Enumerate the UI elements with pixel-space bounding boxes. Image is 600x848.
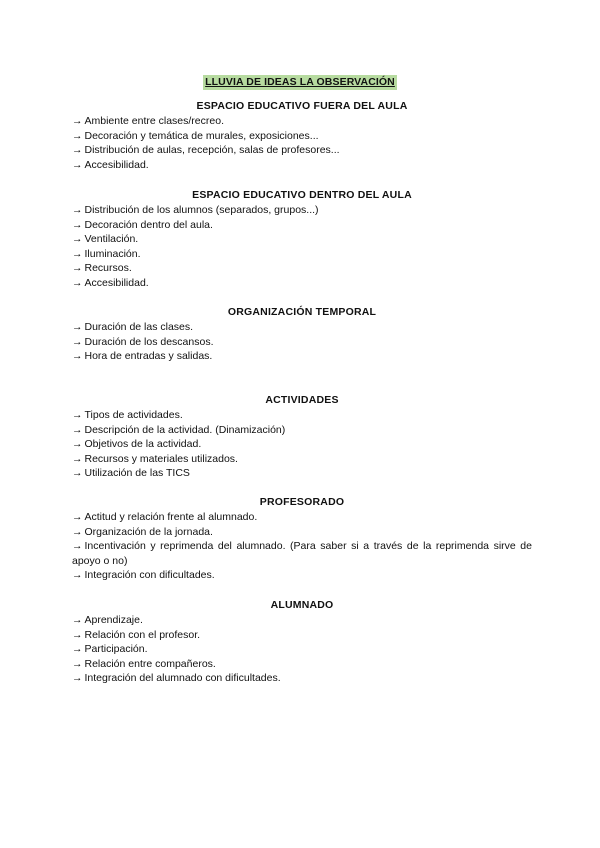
item-text: Decoración dentro del aula. <box>84 218 213 231</box>
arrow-right-icon: → <box>72 438 83 451</box>
arrow-right-icon: → <box>72 643 83 656</box>
section-organizacion-temporal <box>72 305 532 364</box>
list-item <box>72 218 532 233</box>
item-text: Recursos y materiales utilizados. <box>84 452 238 465</box>
arrow-right-icon: → <box>72 467 83 480</box>
item-text: Actitud y relación frente al alumnado. <box>84 511 258 523</box>
list-item <box>72 525 532 540</box>
arrow-right-icon: → <box>72 672 83 685</box>
section-heading: ALUMNADO <box>270 599 334 611</box>
list-item <box>72 349 532 364</box>
arrow-right-icon: → <box>72 657 83 670</box>
item-list <box>72 203 532 291</box>
section-actividades <box>72 393 532 481</box>
list-item <box>72 320 532 335</box>
list-item <box>72 539 532 568</box>
arrow-right-icon: → <box>72 233 83 246</box>
list-item <box>72 423 532 438</box>
item-text: Ambiente entre clases/recreo. <box>84 115 224 127</box>
arrow-right-icon: → <box>72 511 83 523</box>
item-text: Organización de la jornada. <box>84 525 213 538</box>
item-text: Duración de las clases. <box>84 321 194 333</box>
item-text: Integración del alumnado con dificultades. <box>84 672 281 685</box>
item-list <box>72 510 532 583</box>
list-item <box>72 408 532 423</box>
item-text: Distribución de los alumnos (separados, grupos...) <box>84 204 319 216</box>
list-item <box>72 261 532 276</box>
list-item <box>72 466 532 481</box>
list-item <box>72 613 532 628</box>
section-heading: ESPACIO EDUCATIVO DENTRO DEL AULA <box>192 189 412 201</box>
arrow-right-icon: → <box>72 540 83 553</box>
item-text: Hora de entradas y salidas. <box>84 350 213 363</box>
list-item <box>72 568 532 583</box>
list-item <box>72 276 532 291</box>
item-text: Accesibilidad. <box>84 276 149 289</box>
arrow-right-icon: → <box>72 204 83 216</box>
item-list <box>72 408 532 481</box>
section-heading: ACTIVIDADES <box>265 394 339 406</box>
section-heading: ORGANIZACIÓN TEMPORAL <box>227 306 377 318</box>
list-item <box>72 247 532 262</box>
arrow-right-icon: → <box>72 350 83 363</box>
arrow-right-icon: → <box>72 409 83 421</box>
document-title: LLUVIA DE IDEAS LA OBSERVACIÓN <box>205 76 395 88</box>
item-text: Incentivación y reprimenda del alumnado. (Para saber si a través de la reprimenda sirve de apoyo o no) <box>72 540 532 567</box>
section-espacio-fuera <box>72 99 532 172</box>
item-text: Duración de los descansos. <box>84 335 214 348</box>
item-text: Relación con el profesor. <box>84 628 201 641</box>
list-item <box>72 657 532 672</box>
section-heading: PROFESORADO <box>259 496 345 508</box>
item-text: Descripción de la actividad. (Dinamización) <box>84 423 286 436</box>
list-item <box>72 203 532 218</box>
list-item <box>72 114 532 129</box>
arrow-right-icon: → <box>72 158 83 171</box>
item-text: Tipos de actividades. <box>84 409 183 421</box>
item-text: Aprendizaje. <box>84 614 143 626</box>
arrow-right-icon: → <box>72 423 83 436</box>
item-text: Iluminación. <box>84 247 141 260</box>
item-text: Ventilación. <box>84 233 139 246</box>
arrow-right-icon: → <box>72 262 83 275</box>
list-item <box>72 642 532 657</box>
arrow-right-icon: → <box>72 247 83 260</box>
item-text: Utilización de las TICS <box>84 467 190 480</box>
section-profesorado <box>72 495 532 583</box>
list-item <box>72 437 532 452</box>
arrow-right-icon: → <box>72 144 83 157</box>
arrow-right-icon: → <box>72 115 83 127</box>
arrow-right-icon: → <box>72 335 83 348</box>
list-item <box>72 129 532 144</box>
list-item <box>72 335 532 350</box>
item-list <box>72 114 532 172</box>
arrow-right-icon: → <box>72 276 83 289</box>
section-heading: ESPACIO EDUCATIVO FUERA DEL AULA <box>196 100 408 112</box>
item-text: Relación entre compañeros. <box>84 657 216 670</box>
arrow-right-icon: → <box>72 525 83 538</box>
item-list <box>72 613 532 686</box>
item-text: Participación. <box>84 643 148 656</box>
item-text: Integración con dificultades. <box>84 569 215 582</box>
list-item <box>72 452 532 467</box>
list-item <box>72 628 532 643</box>
item-text: Decoración y temática de murales, exposiciones... <box>84 129 319 142</box>
arrow-right-icon: → <box>72 218 83 231</box>
title-block <box>0 72 600 90</box>
list-item <box>72 232 532 247</box>
section-alumnado <box>72 598 532 686</box>
item-list <box>72 320 532 364</box>
arrow-right-icon: → <box>72 628 83 641</box>
arrow-right-icon: → <box>72 614 83 626</box>
arrow-right-icon: → <box>72 452 83 465</box>
arrow-right-icon: → <box>72 321 83 333</box>
item-text: Recursos. <box>84 262 132 275</box>
list-item <box>72 158 532 173</box>
item-text: Accesibilidad. <box>84 158 149 171</box>
list-item <box>72 510 532 525</box>
item-text: Objetivos de la actividad. <box>84 438 202 451</box>
section-espacio-dentro <box>72 188 532 291</box>
list-item <box>72 671 532 686</box>
item-text: Distribución de aulas, recepción, salas de profesores... <box>84 144 340 157</box>
arrow-right-icon: → <box>72 569 83 582</box>
arrow-right-icon: → <box>72 129 83 142</box>
list-item <box>72 143 532 158</box>
